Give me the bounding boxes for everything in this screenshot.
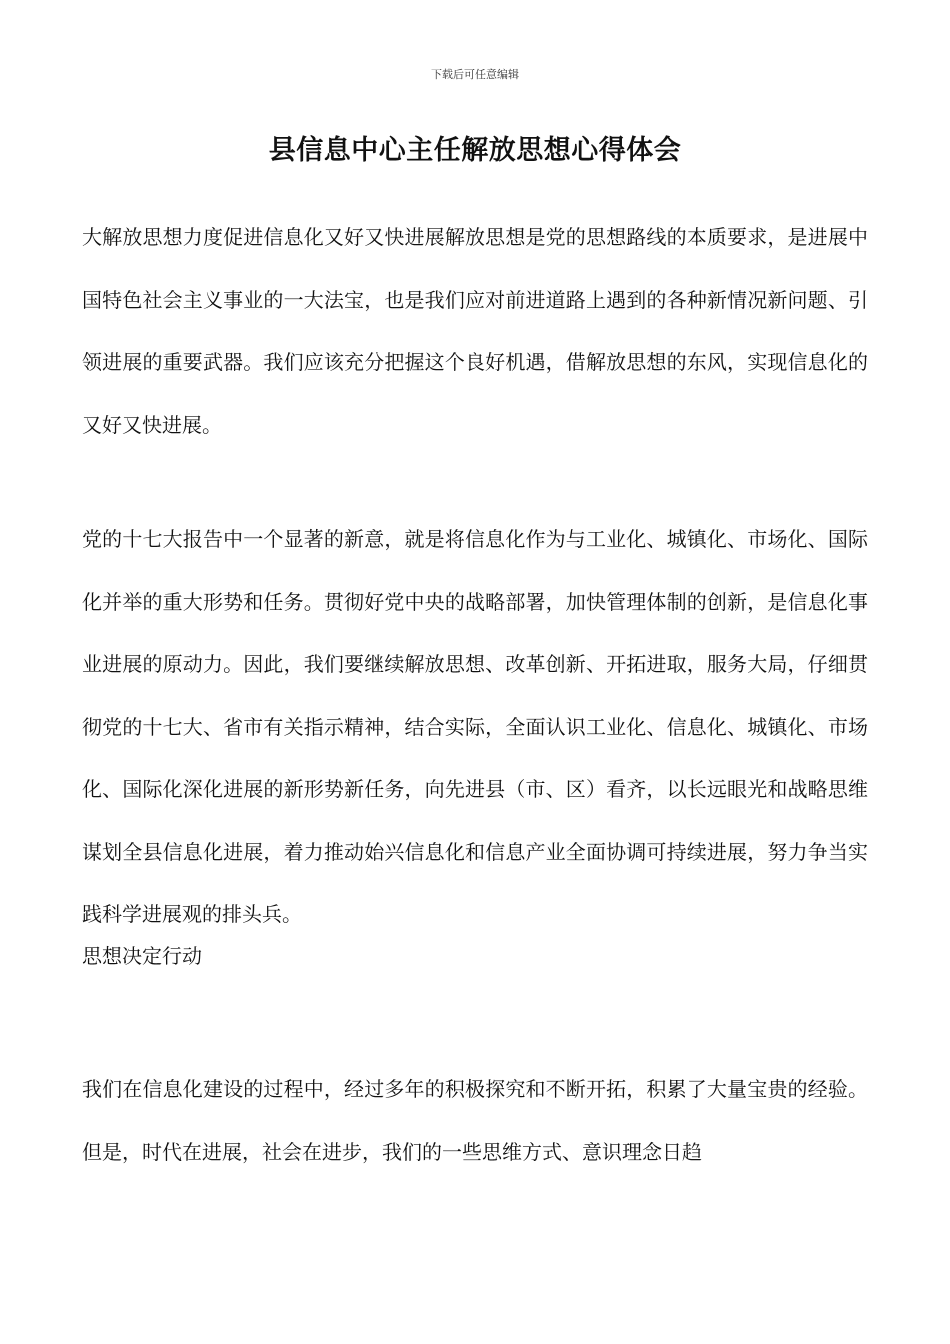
paragraph-second-block [82,508,868,976]
paragraph-body: 党的十七大报告中一个显著的新意，就是将信息化作为与工业化、城镇化、市场化、国际化并举的重大形势和任务。贯彻好党中央的战略部署，加快管理体制的创新，是信息化事业进展的原动力。因此，我们要继续解放思想、改革创新、开拓进取，服务大局，仔细贯彻党的十七大、省市有关指示精神，结合实际，全面认识工业化、信息化、城镇化、市场化、国际化深化进展的新形势新任务，向先进县（市、区）看齐，以长远眼光和战略思维谋划全县信息化进展，着力推动始兴信息化和信息产业全面协调可持续进展，努力争当实践科学进展观的排头兵。 [82,527,868,926]
section-heading: 思想决定行动 [82,943,202,968]
paragraph-third: 我们在信息化建设的过程中，经过多年的积极探究和不断开拓，积累了大量宝贵的经验。但是，时代在进展，社会在进步，我们的一些思维方式、意识理念日趋 [82,1077,868,1164]
paragraph-intro: 大解放思想力度促进信息化又好又快进展解放思想是党的思想路线的本质要求，是进展中国特色社会主义事业的一大法宝，也是我们应对前进道路上遇到的各种新情况新问题、引领进展的重要武器。我们应该充分把握这个良好机遇，借解放思想的东风，实现信息化的又好又快进展。 [82,225,868,437]
header-note: 下载后可任意编辑 [431,68,519,81]
document-title: 县信息中心主任解放思想心得体会 [268,135,682,166]
